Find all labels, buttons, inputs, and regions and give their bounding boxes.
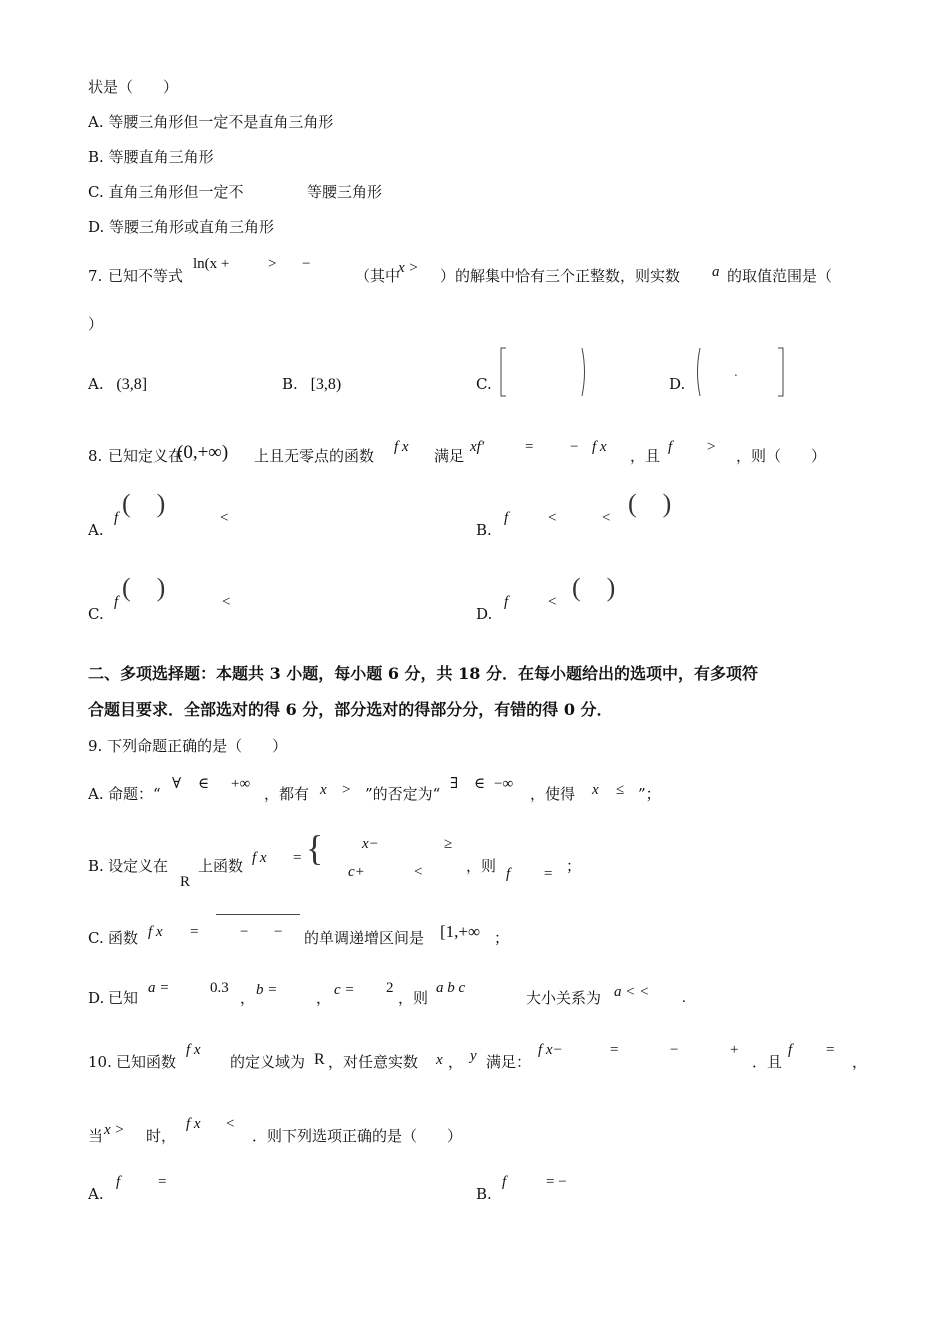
q9-option-a-forall: ∀ [172, 776, 182, 792]
q8-eq-2: = [525, 439, 534, 455]
q10-text-4: 满足： [486, 1053, 532, 1071]
q10-option-a-f: f [116, 1174, 121, 1190]
q9-option-d-text-1: 已知 [108, 989, 139, 1007]
q9-option-d-text-2: ，则 [398, 989, 429, 1007]
q9-option-a-gt: > [342, 782, 351, 798]
option-label: A. [88, 113, 104, 131]
q10-eq-1: f x− [538, 1042, 563, 1058]
q8-option-d-label: D. [476, 605, 493, 623]
q9-option-c-interval: [1,+∞ [440, 922, 481, 941]
q7-text-5: ） [88, 315, 104, 333]
q7-math-ln: ln(x + [193, 256, 230, 272]
q7-math-a: a [712, 264, 720, 280]
q9-option-b-f: f [506, 866, 511, 882]
option-label: B. [88, 148, 104, 166]
q9-option-b-case-1a: x− [362, 836, 379, 852]
q10-eq-5: f [788, 1042, 793, 1058]
q9-option-a-in-2: ∈ [474, 776, 486, 792]
q8-eq-3: − [570, 439, 579, 455]
q8-text-1: 已知定义在 [108, 447, 184, 465]
q10-option-b-label: B. [476, 1185, 492, 1203]
q9-option-b-fx: f x [252, 850, 267, 866]
q8-option-a-f: f [114, 510, 119, 526]
q9-option-b-case-1b: ≥ [444, 836, 453, 852]
option-math: [3,8) [310, 376, 342, 393]
q10-text-2: 的定义域为 [230, 1053, 306, 1071]
q9-option-a-exists: ∃ [450, 776, 459, 792]
q8-option-b-lt1: < [548, 510, 557, 526]
q10-m1: x > [104, 1122, 125, 1138]
q7-option-c-label: C. [476, 375, 492, 393]
q8-option-a-label: A. [88, 521, 104, 539]
option-label: D. [88, 218, 105, 236]
q7-option-c-brackets [498, 346, 590, 398]
q8-number: 8. [88, 447, 103, 465]
q10-y: y [470, 1048, 477, 1064]
q8-option-b-lt2: < [602, 510, 611, 526]
q10-text-9: ．则下列选项正确的是（ ） [252, 1127, 463, 1145]
q10-text-1: 已知函数 [116, 1053, 177, 1071]
q9-option-d-b: b = [256, 982, 278, 998]
q6-stem-tail: 状是（ ） [88, 78, 179, 96]
q8-option-b-label: B. [476, 521, 492, 539]
q9-option-c-text-2: 的单调递增区间是 [304, 929, 425, 947]
q9-option-d-c: c = [334, 982, 355, 998]
q10-option-b-eq: = − [546, 1174, 567, 1190]
q9-option-a-x-2: x [592, 782, 599, 798]
q8-option-d-f: f [504, 594, 509, 610]
q9-option-d-relation: a < < [614, 984, 650, 1000]
q10-number: 10. [88, 1053, 112, 1071]
q9-option-a-leq: ≤ [616, 782, 625, 798]
q9-option-a-x: x [320, 782, 327, 798]
q10-text-7: 当 [88, 1127, 104, 1145]
q8-fx: f x [394, 439, 409, 455]
q10-text-3b: ， [448, 1053, 464, 1071]
q8-option-c-f: f [114, 594, 119, 610]
q9-option-b-case-2a: c+ [348, 864, 365, 880]
q6-option-c-tail: 等腰三角形 [307, 183, 383, 201]
q9-option-b-R: R [180, 874, 191, 890]
q9-option-c-minus-2: − [274, 924, 283, 940]
q9-option-d-label: D. [88, 989, 105, 1007]
q7-text-3: ）的解集中恰有三个正整数，则实数 [440, 267, 681, 285]
option-math: (3,8] [116, 376, 148, 393]
q9-option-a-inf: +∞ [231, 776, 251, 792]
q8-option-c-paren: ( ) [122, 573, 166, 602]
q7-option-d-label: D. [669, 375, 686, 393]
q8-eq-6: > [707, 439, 716, 455]
q9-option-b-text-1: 设定义在 [108, 857, 169, 875]
q9-option-d-abc: a b c [436, 980, 466, 996]
q8-option-a-lt: < [220, 510, 229, 526]
q9-option-c-text-1: 函数 [108, 929, 139, 947]
q9-option-a-text-5: ”； [638, 785, 661, 803]
q10-text-5: ．且 [752, 1053, 783, 1071]
option-text: 等腰三角形但一定不是直角三角形 [108, 113, 334, 131]
option-label: A. [88, 375, 104, 393]
q7-text-1: 已知不等式 [108, 267, 184, 285]
q9-option-b-eq-2: = [544, 866, 553, 882]
option-text: 等腰三角形或直角三角形 [109, 218, 275, 236]
q8-option-c-lt: < [222, 594, 231, 610]
q10-fx: f x [186, 1042, 201, 1058]
q9-option-b-text-4: ； [566, 857, 582, 875]
q10-eq-3: − [670, 1042, 679, 1058]
q8-option-b-f: f [504, 510, 509, 526]
section-2-heading-line-1: 二、多项选择题：本题共 3 小题，每小题 6 分，共 18 分．在每小题给出的选项中，有多项符 [88, 664, 758, 683]
q7-math-gt: > [268, 256, 277, 272]
q9-option-c-minus-1: − [240, 924, 249, 940]
q9-option-d-03: 0.3 [210, 980, 229, 996]
q9-option-d-end: . [682, 990, 686, 1006]
q8-option-d-lt: < [548, 594, 557, 610]
q9-option-c-label: C. [88, 929, 104, 947]
q6-option-d [88, 217, 274, 237]
q8-text-3: 满足 [434, 447, 465, 465]
q9-option-c-eq: = [190, 924, 199, 940]
section-2-heading-line-2: 合题目要求．全部选对的得 6 分，部分选对的得部分分，有错的得 0 分． [88, 700, 613, 719]
q9-stem: 9. 下列命题正确的是（ ） [88, 737, 288, 755]
q7-option-a [88, 374, 147, 395]
q9-option-c-fx: f x [148, 924, 163, 940]
q9-option-d-text-3: 大小关系为 [526, 989, 602, 1007]
q10-m2: f x [186, 1116, 201, 1132]
q9-option-a-text-4: ，使得 [530, 785, 576, 803]
q9-option-a-label: A. [88, 785, 104, 803]
q8-eq-5: f [668, 439, 673, 455]
q10-eq-2: = [610, 1042, 619, 1058]
q9-option-a-text-3: ”的否定为“ [365, 785, 441, 803]
q7-text-4: 的取值范围是（ [727, 267, 833, 285]
q9-option-c-text-3: ； [494, 929, 510, 947]
q10-eq-6: = [826, 1042, 835, 1058]
q10-text-8: 时， [146, 1127, 177, 1145]
q6-option-c [88, 182, 244, 202]
q8-option-d-paren: ( ) [572, 573, 616, 602]
q10-text-6: ， [852, 1053, 868, 1071]
q10-R: R [314, 1051, 325, 1068]
option-text: 直角三角形但一定不 [108, 183, 244, 201]
q9-option-b-brace: { [306, 828, 324, 868]
q9-option-a-in: ∈ [198, 776, 210, 792]
option-text: 等腰直角三角形 [108, 148, 214, 166]
q7-text-2: （其中 [355, 267, 401, 285]
q9-option-b-eq: = [293, 850, 302, 866]
q7-option-b [282, 374, 341, 395]
q7-option-d-brackets [692, 346, 788, 398]
q10-x: x [436, 1052, 443, 1068]
option-label: C. [88, 183, 104, 201]
q10-text-3: ，对任意实数 [328, 1053, 419, 1071]
q8-text-4: ，且 [630, 447, 661, 465]
q10-option-b-f: f [502, 1174, 507, 1190]
q7-math-x: x > [398, 260, 419, 276]
q7-math-minus: − [302, 256, 311, 272]
q9-option-b-text-2: 上函数 [198, 857, 244, 875]
q8-eq-1: xf′ [470, 439, 485, 455]
q10-option-a-eq: = [158, 1174, 167, 1190]
q6-option-b [88, 147, 214, 167]
q9-option-d-a: a = [148, 980, 170, 996]
q8-interval: (0,+∞) [177, 442, 229, 463]
q9-option-a-text-1: 命题：“ [108, 785, 161, 803]
q8-option-c-label: C. [88, 605, 104, 623]
q8-text-5: ，则（ ） [736, 447, 827, 465]
q9-option-b-label: B. [88, 857, 104, 875]
q9-option-d-2: 2 [386, 980, 394, 996]
q8-text-2: 上且无零点的函数 [254, 447, 375, 465]
q9-option-b-case-2b: < [414, 864, 423, 880]
q6-option-a [88, 112, 333, 132]
q9-option-a-text-2: ，都有 [264, 785, 310, 803]
q10-m3: < [226, 1116, 235, 1132]
q10-eq-4: + [730, 1042, 739, 1058]
q8-eq-4: f x [592, 439, 607, 455]
q8-option-a-paren: ( ) [122, 489, 166, 518]
option-label: B. [282, 375, 298, 393]
q10-option-a-label: A. [88, 1185, 104, 1203]
q9-option-c-sqrt-bar [216, 914, 300, 915]
q9-option-a-neginf: −∞ [494, 776, 514, 792]
q7-option-d-dot: . [734, 365, 738, 379]
q9-option-b-text-3: ，则 [466, 857, 497, 875]
q8-option-b-paren: ( ) [628, 489, 672, 518]
q7-number: 7. [88, 267, 103, 285]
